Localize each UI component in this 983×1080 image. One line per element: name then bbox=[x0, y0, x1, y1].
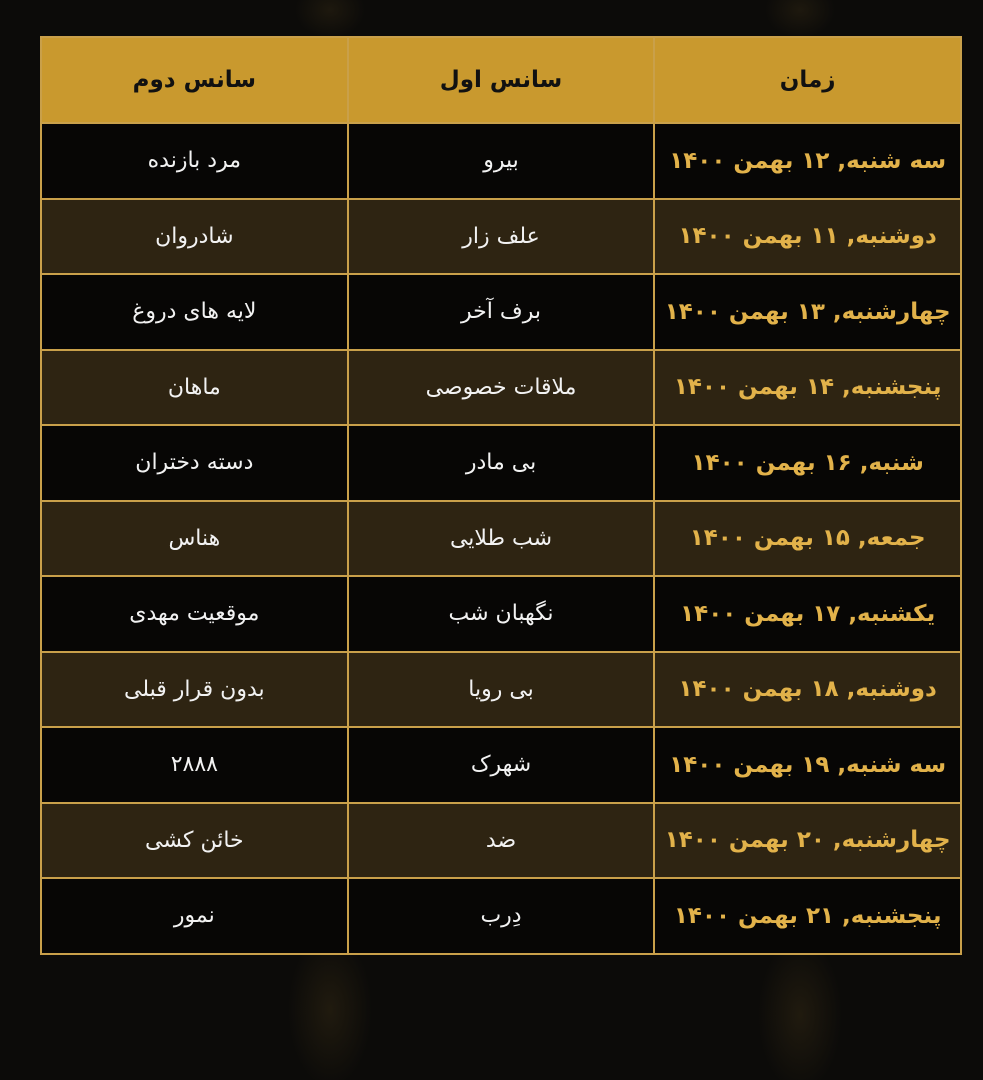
second-session-cell: ماهان bbox=[41, 350, 348, 426]
date-cell: شنبه, ۱۶ بهمن ۱۴۰۰ bbox=[654, 425, 961, 501]
date-cell: دوشنبه, ۱۱ بهمن ۱۴۰۰ bbox=[654, 199, 961, 275]
second-session-cell: موقعیت مهدی bbox=[41, 576, 348, 652]
second-session-cell: شادروان bbox=[41, 199, 348, 275]
date-cell: جمعه, ۱۵ بهمن ۱۴۰۰ bbox=[654, 501, 961, 577]
first-session-cell: نگهبان شب bbox=[348, 576, 655, 652]
first-session-cell: بی مادر bbox=[348, 425, 655, 501]
header-first-session: سانس اول bbox=[348, 37, 655, 123]
table-row bbox=[41, 652, 961, 728]
first-session-cell: ضد bbox=[348, 803, 655, 879]
table-row bbox=[41, 501, 961, 577]
table-header-row bbox=[41, 37, 961, 123]
date-cell: سه شنبه, ۱۹ بهمن ۱۴۰۰ bbox=[654, 727, 961, 803]
table-row bbox=[41, 878, 961, 954]
table-row bbox=[41, 274, 961, 350]
second-session-cell: دسته دختران bbox=[41, 425, 348, 501]
second-session-cell: خائن کشی bbox=[41, 803, 348, 879]
date-cell: چهارشنبه, ۱۳ بهمن ۱۴۰۰ bbox=[654, 274, 961, 350]
table-row bbox=[41, 576, 961, 652]
date-cell: پنجشنبه, ۲۱ بهمن ۱۴۰۰ bbox=[654, 878, 961, 954]
table-row bbox=[41, 199, 961, 275]
screening-schedule-table bbox=[40, 36, 962, 955]
date-cell: سه شنبه, ۱۲ بهمن ۱۴۰۰ bbox=[654, 123, 961, 199]
first-session-cell: ملاقات خصوصی bbox=[348, 350, 655, 426]
first-session-cell: شهرک bbox=[348, 727, 655, 803]
second-session-cell: نمور bbox=[41, 878, 348, 954]
second-session-cell: ۲۸۸۸ bbox=[41, 727, 348, 803]
first-session-cell: بی رویا bbox=[348, 652, 655, 728]
date-cell: پنجشنبه, ۱۴ بهمن ۱۴۰۰ bbox=[654, 350, 961, 426]
first-session-cell: علف زار bbox=[348, 199, 655, 275]
table-row bbox=[41, 803, 961, 879]
second-session-cell: بدون قرار قبلی bbox=[41, 652, 348, 728]
table-row bbox=[41, 123, 961, 199]
table-row bbox=[41, 727, 961, 803]
date-cell: یکشنبه, ۱۷ بهمن ۱۴۰۰ bbox=[654, 576, 961, 652]
date-cell: دوشنبه, ۱۸ بهمن ۱۴۰۰ bbox=[654, 652, 961, 728]
date-cell: چهارشنبه, ۲۰ بهمن ۱۴۰۰ bbox=[654, 803, 961, 879]
second-session-cell: هناس bbox=[41, 501, 348, 577]
first-session-cell: برف آخر bbox=[348, 274, 655, 350]
first-session-cell: دِرب bbox=[348, 878, 655, 954]
second-session-cell: لایه های دروغ bbox=[41, 274, 348, 350]
schedule-table-container bbox=[40, 36, 962, 955]
header-time: زمان bbox=[654, 37, 961, 123]
table-row bbox=[41, 425, 961, 501]
first-session-cell: شب طلایی bbox=[348, 501, 655, 577]
second-session-cell: مرد بازنده bbox=[41, 123, 348, 199]
first-session-cell: بیرو bbox=[348, 123, 655, 199]
table-row bbox=[41, 350, 961, 426]
header-second-session: سانس دوم bbox=[41, 37, 348, 123]
